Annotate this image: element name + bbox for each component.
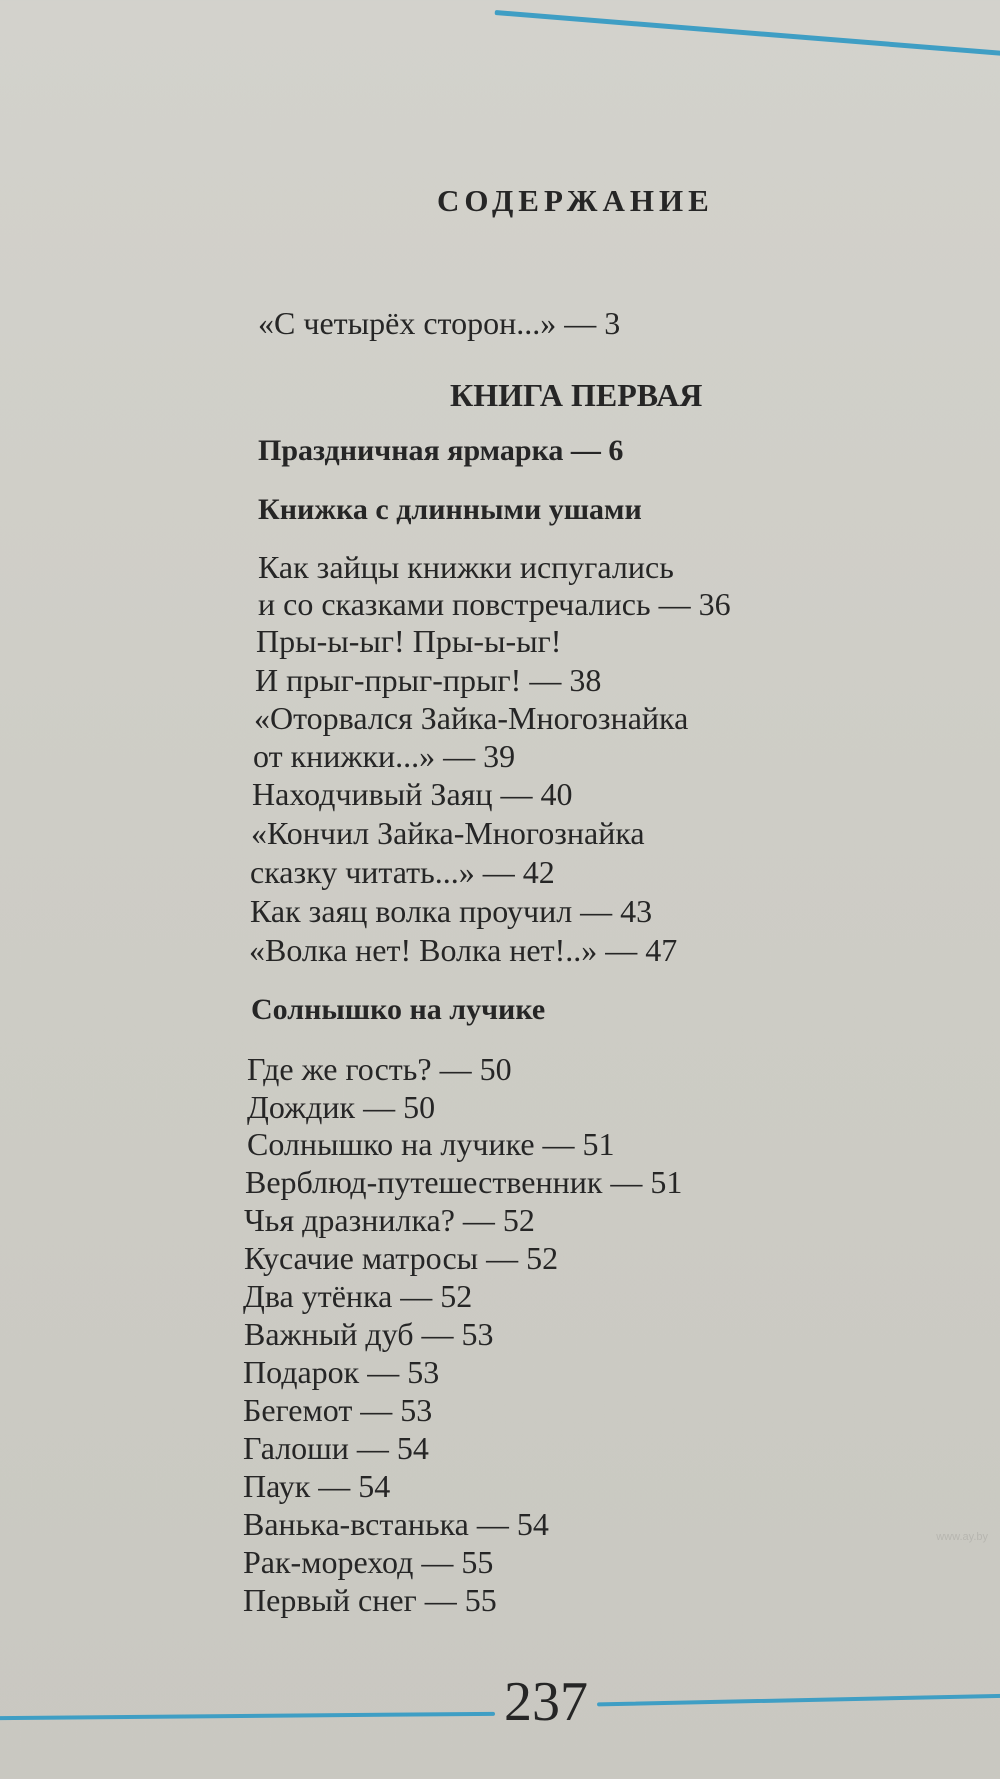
contents-entry: Где же гость? — 50 [247, 1051, 512, 1087]
contents-entry: Рак-мореход — 55 [243, 1544, 494, 1580]
contents-entry: Подарок — 53 [243, 1354, 440, 1390]
contents-entry: Находчивый Заяц — 40 [252, 776, 573, 812]
contents-heading: Праздничная ярмарка — 6 [258, 434, 624, 467]
bottom-blue-rule-right [597, 1694, 1000, 1707]
contents-title: СОДЕРЖАНИЕ [437, 183, 714, 218]
contents-entry: и со сказками повстречались — 36 [258, 586, 731, 622]
contents-entry: Солнышко на лучике — 51 [247, 1126, 615, 1162]
contents-entry: Верблюд-путешественник — 51 [245, 1164, 683, 1200]
contents-entry: Первый снег — 55 [243, 1582, 497, 1618]
contents-entry: «Волка нет! Волка нет!..» — 47 [249, 932, 678, 968]
contents-entry: Важный дуб — 53 [244, 1316, 494, 1352]
contents-entry: Ванька-встанька — 54 [243, 1506, 549, 1542]
contents-entry: Паук — 54 [243, 1468, 391, 1504]
contents-entry: Чья дразнилка? — 52 [244, 1202, 535, 1238]
contents-entry: Как заяц волка проучил — 43 [250, 893, 653, 929]
bottom-blue-rule-left [0, 1712, 495, 1720]
contents-entry: Пры-ы-ыг! Пры-ы-ыг! [256, 623, 562, 659]
contents-entry: Галоши — 54 [243, 1430, 429, 1466]
book-title: КНИГА ПЕРВАЯ [450, 377, 703, 413]
contents-entry: И прыг-прыг-прыг! — 38 [255, 662, 602, 698]
contents-heading: Книжка с длинными ушами [258, 493, 642, 526]
contents-entry: «Оторвался Зайка-Многознайка [254, 700, 689, 736]
contents-entry: Как зайцы книжки испугались [258, 549, 674, 585]
contents-entry: Два утёнка — 52 [243, 1278, 473, 1314]
contents-entry: Дождик — 50 [247, 1089, 436, 1125]
contents-entry: Бегемот — 53 [243, 1392, 433, 1428]
page-number: 237 [504, 1671, 588, 1733]
contents-entry: от книжки...» — 39 [253, 738, 516, 774]
contents-entry: сказку читать...» — 42 [250, 854, 555, 890]
contents-entry: «Кончил Зайка-Многознайка [251, 815, 645, 851]
contents-heading: Солнышко на лучике [251, 993, 546, 1026]
contents-entry: Кусачие матросы — 52 [244, 1240, 559, 1276]
top-blue-rule [495, 10, 1000, 57]
watermark-text: www.ay.by [936, 1531, 988, 1543]
intro-entry: «С четырёх сторон...» — 3 [258, 305, 621, 341]
